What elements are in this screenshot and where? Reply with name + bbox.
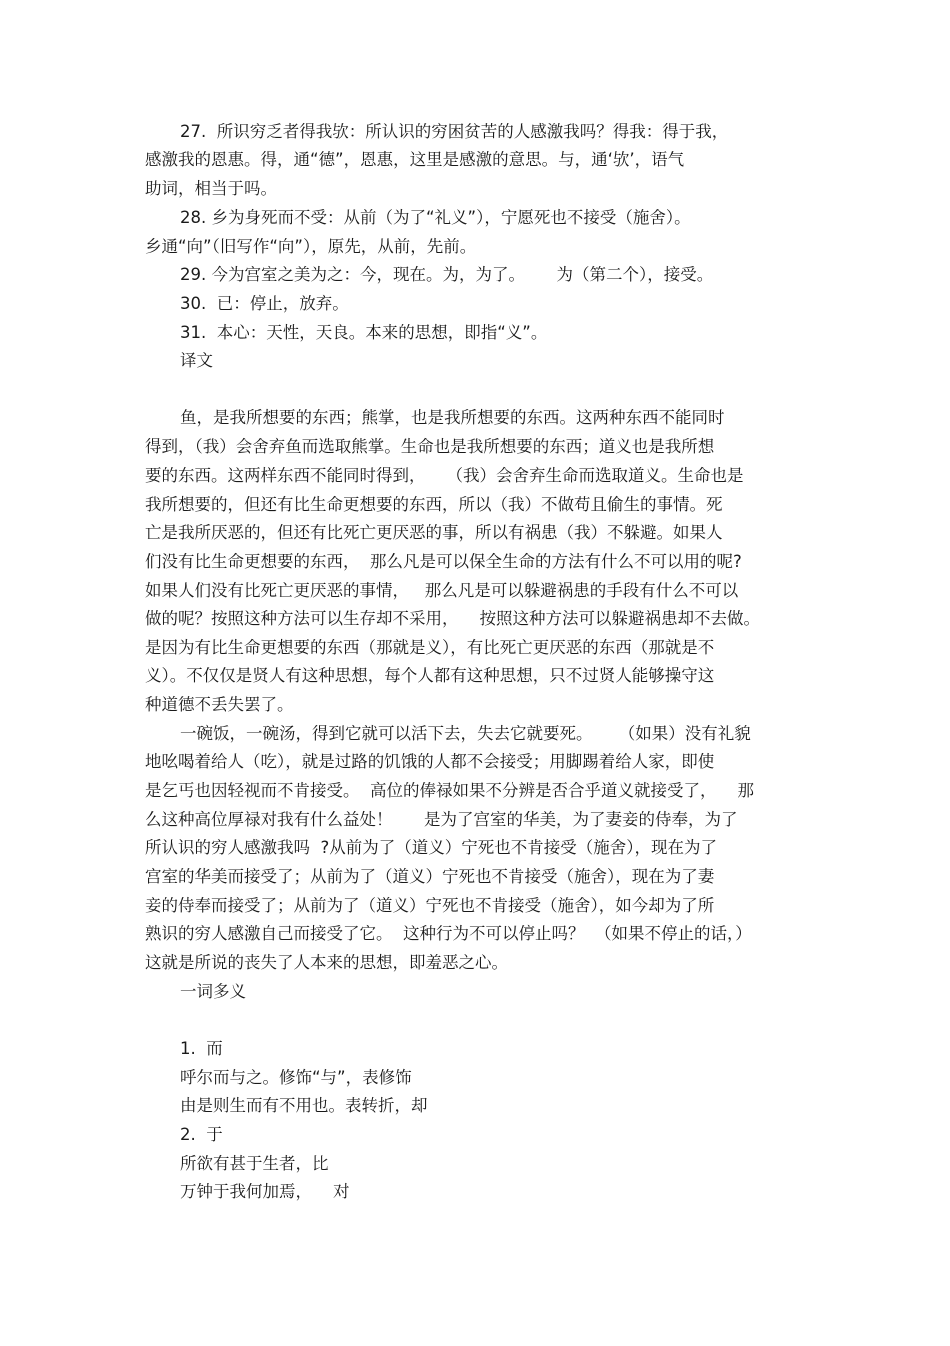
text-line: 得到，（我）会舍弃鱼而选取熊掌。生命也是我所想要的东西；道义也是我所想 [145, 437, 715, 456]
text-line: 做的呢？按照这种方法可以生存却不采用， 按照这种方法可以躲避祸患却不去做。 [145, 609, 760, 628]
section-heading: 译文 [180, 351, 213, 370]
text-line: 乡通“向”（旧写作“向”），原先，从前，先前。 [145, 237, 477, 256]
text-line: 30. 已：停止，放弃。 [180, 294, 349, 313]
text-line: 所欲有甚于生者，比 [180, 1154, 329, 1173]
text-line: 是因为有比生命更想要的东西（那就是义），有比死亡更厌恶的东西（那就是不 [145, 638, 715, 657]
text-line: 28. 乡为身死而不受：从前（为了“礼义”），宁愿死也不接受（施舍）。 [180, 208, 691, 227]
text-line: 助词，相当于吗。 [145, 179, 277, 198]
text-line: 地吆喝着给人（吃），就是过路的饥饿的人都不会接受；用脚踢着给人家，即使 [145, 752, 715, 771]
text-line: 熟识的穷人感激自己而接受了它。 这种行为不可以停止吗？ （如果不停止的话，） [145, 924, 752, 943]
text-line: 所认识的穷人感激我吗 ?从前为了（道义）宁死也不肯接受（施舍），现在为了 [145, 838, 717, 857]
text-line: 么这种高位厚禄对我有什么益处！ 是为了宫室的华美，为了妻妾的侍奉，为了 [145, 810, 738, 829]
text-line: 种道德不丢失罢了。 [145, 695, 294, 714]
text-line: 鱼，是我所想要的东西；熊掌，也是我所想要的东西。这两种东西不能同时 [180, 408, 725, 427]
text-line: 1. 而 [180, 1039, 223, 1058]
text-line: 感激我的恩惠。得，通“德”，恩惠，这里是感激的意思。与，通‘欤’，语气 [145, 150, 685, 169]
text-line: 由是则生而有不用也。表转折，却 [180, 1096, 428, 1115]
text-line: 27. 所识穷乏者得我欤：所认识的穷困贫苦的人感激我吗？得我：得于我， [180, 122, 729, 141]
text-line: 一碗饭，一碗汤，得到它就可以活下去，失去它就要死。 （如果）没有礼貌 [180, 724, 751, 743]
text-line: 要的东西。这两样东西不能同时得到， （我）会舍弃生命而选取道义。生命也是 [145, 466, 744, 485]
text-line: 们没有比生命更想要的东西， 那么凡是可以保全生命的方法有什么不可以用的呢? [145, 552, 742, 571]
text-line: 29. 今为宫室之美为之：今，现在。为，为了。 为（第二个），接受。 [180, 265, 714, 284]
text-line: 我所想要的，但还有比生命更想要的东西，所以（我）不做苟且偷生的事情。死 [145, 495, 723, 514]
text-line: 31. 本心：天性，天良。本来的思想，即指“义”。 [180, 323, 548, 342]
text-line: 这就是所说的丧失了人本来的思想，即羞恶之心。 [145, 953, 508, 972]
section-heading: 一词多义 [180, 982, 246, 1001]
text-line: 2. 于 [180, 1125, 223, 1144]
text-line: 宫室的华美而接受了；从前为了（道义）宁死也不肯接受（施舍），现在为了妻 [145, 867, 715, 886]
text-line: 义）。不仅仅是贤人有这种思想，每个人都有这种思想，只不过贤人能够操守这 [145, 666, 715, 685]
text-line: 万钟于我何加焉， 对 [180, 1182, 350, 1201]
text-line: 妾的侍奉而接受了；从前为了（道义）宁死也不肯接受（施舍），如今却为了所 [145, 896, 715, 915]
text-line: 如果人们没有比死亡更厌恶的事情， 那么凡是可以躲避祸患的手段有什么不可以 [145, 581, 739, 600]
text-line: 呼尔而与之。修饰“与”，表修饰 [180, 1068, 412, 1087]
text-line: 是乞丐也因轻视而不肯接受。 高位的俸禄如果不分辨是否合乎道义就接受了， 那 [145, 781, 754, 800]
text-line: 亡是我所厌恶的，但还有比死亡更厌恶的事，所以有祸患（我）不躲避。如果人 [145, 523, 723, 542]
